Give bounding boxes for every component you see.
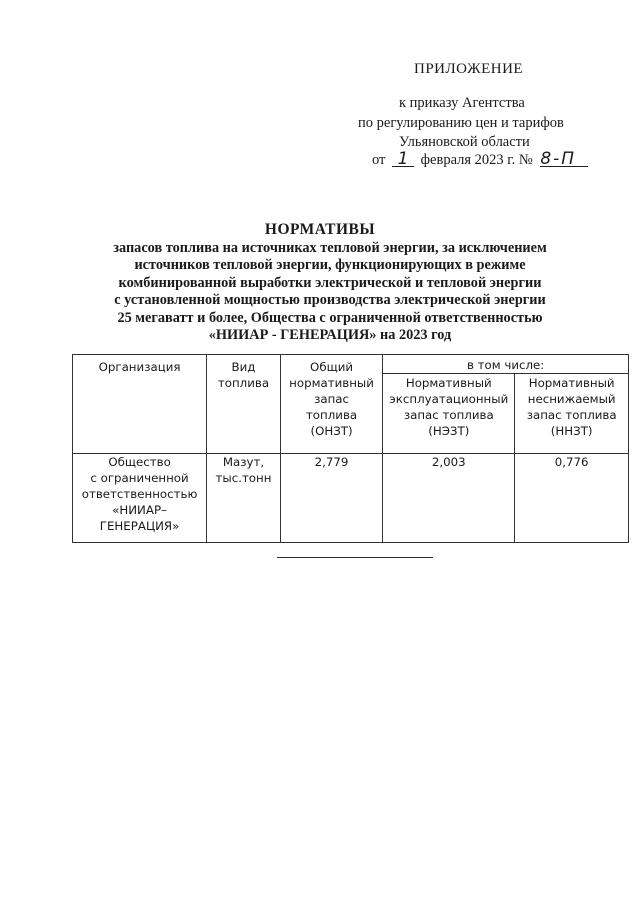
subtitle-line: с установленной мощностью производства электрической энергии (114, 292, 546, 309)
subtitle-line: комбинированной выработки электрической и тепловой энергии (118, 274, 542, 291)
appendix-date-line (372, 149, 588, 169)
subtitle-line: 25 мегаватт и более, Общества с ограниченной ответственностью (117, 309, 543, 326)
appendix-agency-line: по регулированию цен и тарифов (358, 115, 564, 131)
header-organization: Организация (73, 355, 207, 454)
subtitle-line: источников тепловой энергии, функционирующих в режиме (134, 257, 526, 274)
header-including: в том числе: (383, 355, 629, 374)
cell-fuel: Мазут, тыс.тонн (207, 454, 281, 543)
date-prefix: от (372, 152, 386, 168)
cell-organization: Общество с ограниченной ответственностью «НИИАР– ГЕНЕРАЦИЯ» (73, 454, 207, 543)
norms-table (72, 354, 629, 543)
date-text: февраля 2023 г. № (420, 152, 533, 168)
header-irreducible-reserve: Нормативный неснижаемый запас топлива (ННЗТ) (515, 374, 629, 454)
cell-operational: 2,003 (383, 454, 515, 543)
header-fuel-type: Вид топлива (207, 355, 281, 454)
cell-total: 2,779 (280, 454, 382, 543)
handwritten-day: 1 (392, 152, 414, 167)
appendix-order-line: к приказу Агентства (399, 95, 525, 111)
header-total-reserve: Общий нормативный запас топлива (ОНЗТ) (280, 355, 382, 454)
document-subtitle (90, 240, 570, 344)
subtitle-line: запасов топлива на источниках тепловой энергии, за исключением (113, 240, 547, 256)
header-operational-reserve: Нормативный эксплуатационный запас топлива (НЭЗТ) (383, 374, 515, 454)
document-title: НОРМАТИВЫ (264, 221, 376, 238)
appendix-region-line: Ульяновской области (399, 134, 530, 150)
table-header-row (73, 355, 629, 374)
table-row (73, 454, 629, 543)
subtitle-line: «НИИАР - ГЕНЕРАЦИЯ» на 2023 год (208, 327, 452, 344)
cell-irreducible: 0,776 (515, 454, 629, 543)
appendix-heading: ПРИЛОЖЕНИЕ (414, 61, 524, 77)
closing-divider (277, 557, 433, 558)
handwritten-number: 8-П (540, 152, 588, 167)
